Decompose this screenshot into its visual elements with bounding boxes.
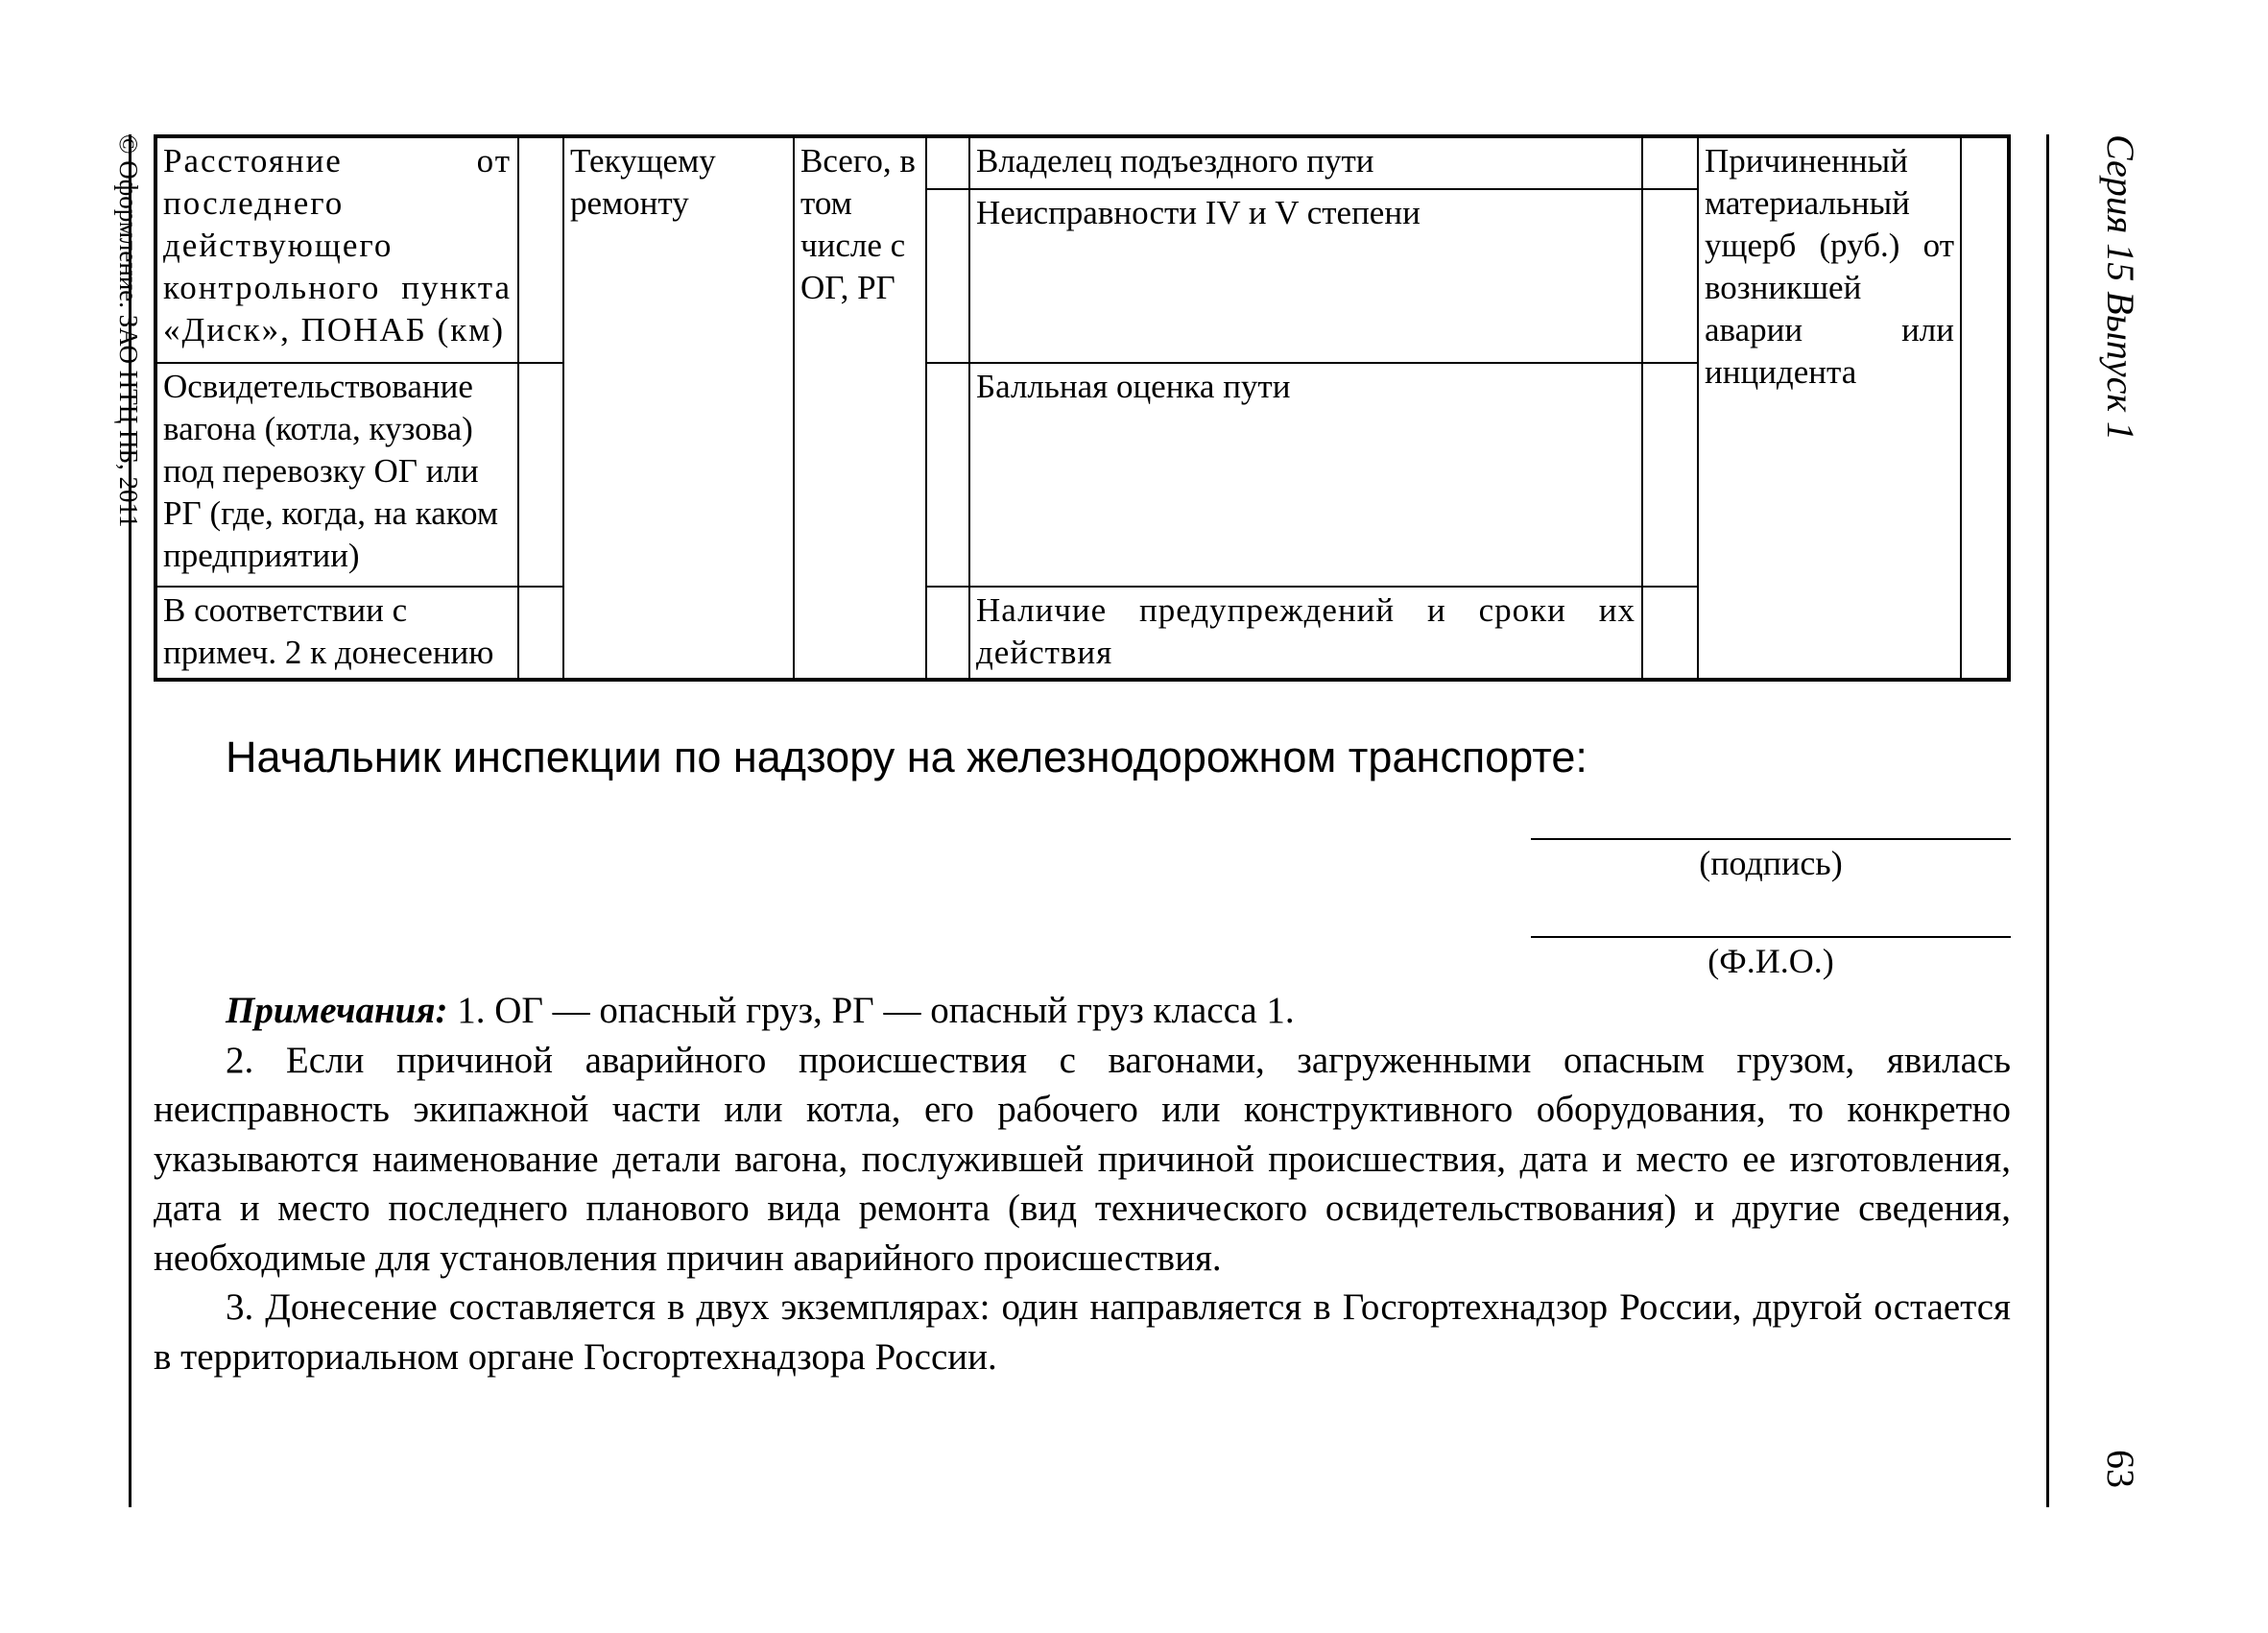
table-vline (1960, 138, 1962, 678)
note-1-text: 1. ОГ — опасный груз, РГ — опасный груз класса 1. (457, 990, 1295, 1031)
page-number: 63 (2099, 1450, 2142, 1488)
chief-title: Начальник инспекции по надзору на железнодорожном транспорте: (226, 732, 1588, 781)
signature-caption: (подпись) (1699, 844, 1843, 882)
right-margin-rule (2046, 134, 2049, 1507)
fio-line (1531, 936, 2011, 938)
note-2: 2. Если причиной аварийного происшествия с вагонами, загруженными опасным грузом, явилась неисправность экипажной части или котла, его рабочего или конструктивного оборудования, то конкретно указываются наименование детали вагона, послужившей причиной происшествия, дата и место ее изготовления, дата и место последнего планового вида ремонта (вид технического освидетельствования) и другие сведения, необходимые для установления причин аварийного происшествия. (154, 1039, 2011, 1279)
note-3: 3. Донесение составляется в двух экземплярах: один направляется в Госгортехнадзор России, другой остается в территориальном органе Госгортехнадзора России. (154, 1286, 2011, 1378)
cell-total-including: Всего, в том числе с ОГ, РГ (800, 142, 916, 306)
copyright-margin-text: © Оформление. ЗАО НТЦ ПБ, 2011 (114, 134, 143, 528)
cell-warnings-periods: Наличие предупреждений и сроки их действия (976, 591, 1635, 671)
cell-wagon-inspection: Освидетельствование вагона (котла, кузова) под перевозку ОГ или РГ (где, когда, на каком предприятии) (163, 368, 498, 574)
series-margin-text: Серия 15 Выпуск 1 (2099, 134, 2142, 442)
table-vline (1641, 138, 1643, 678)
report-table (154, 134, 2011, 682)
cell-see-note-2: В соответствии с примеч. 2 к донесению (163, 591, 494, 671)
table-vline (517, 138, 519, 678)
fio-caption: (Ф.И.О.) (1707, 942, 1834, 980)
cell-track-owner: Владелец подъездного пути (976, 142, 1374, 180)
cell-material-damage: Причиненный материальный ущерб (руб.) от возникшей аварии или инцидента (1705, 142, 1954, 391)
cell-current-repair: Текущему ремонту (570, 142, 716, 222)
note-1 (154, 986, 2011, 1036)
cell-defects-iv-v: Неисправности IV и V степени (976, 194, 1420, 231)
cell-track-score: Балльная оценка пути (976, 368, 1291, 405)
signature-line (1531, 838, 2011, 840)
cell-distance-checkpoint: Расстояние от последнего действующего контрольного пункта «Диск», ПОНАБ (км) (163, 142, 512, 348)
notes-lead: Примечания: (226, 990, 448, 1031)
notes-block (154, 986, 2011, 1381)
table-vline (925, 138, 927, 678)
